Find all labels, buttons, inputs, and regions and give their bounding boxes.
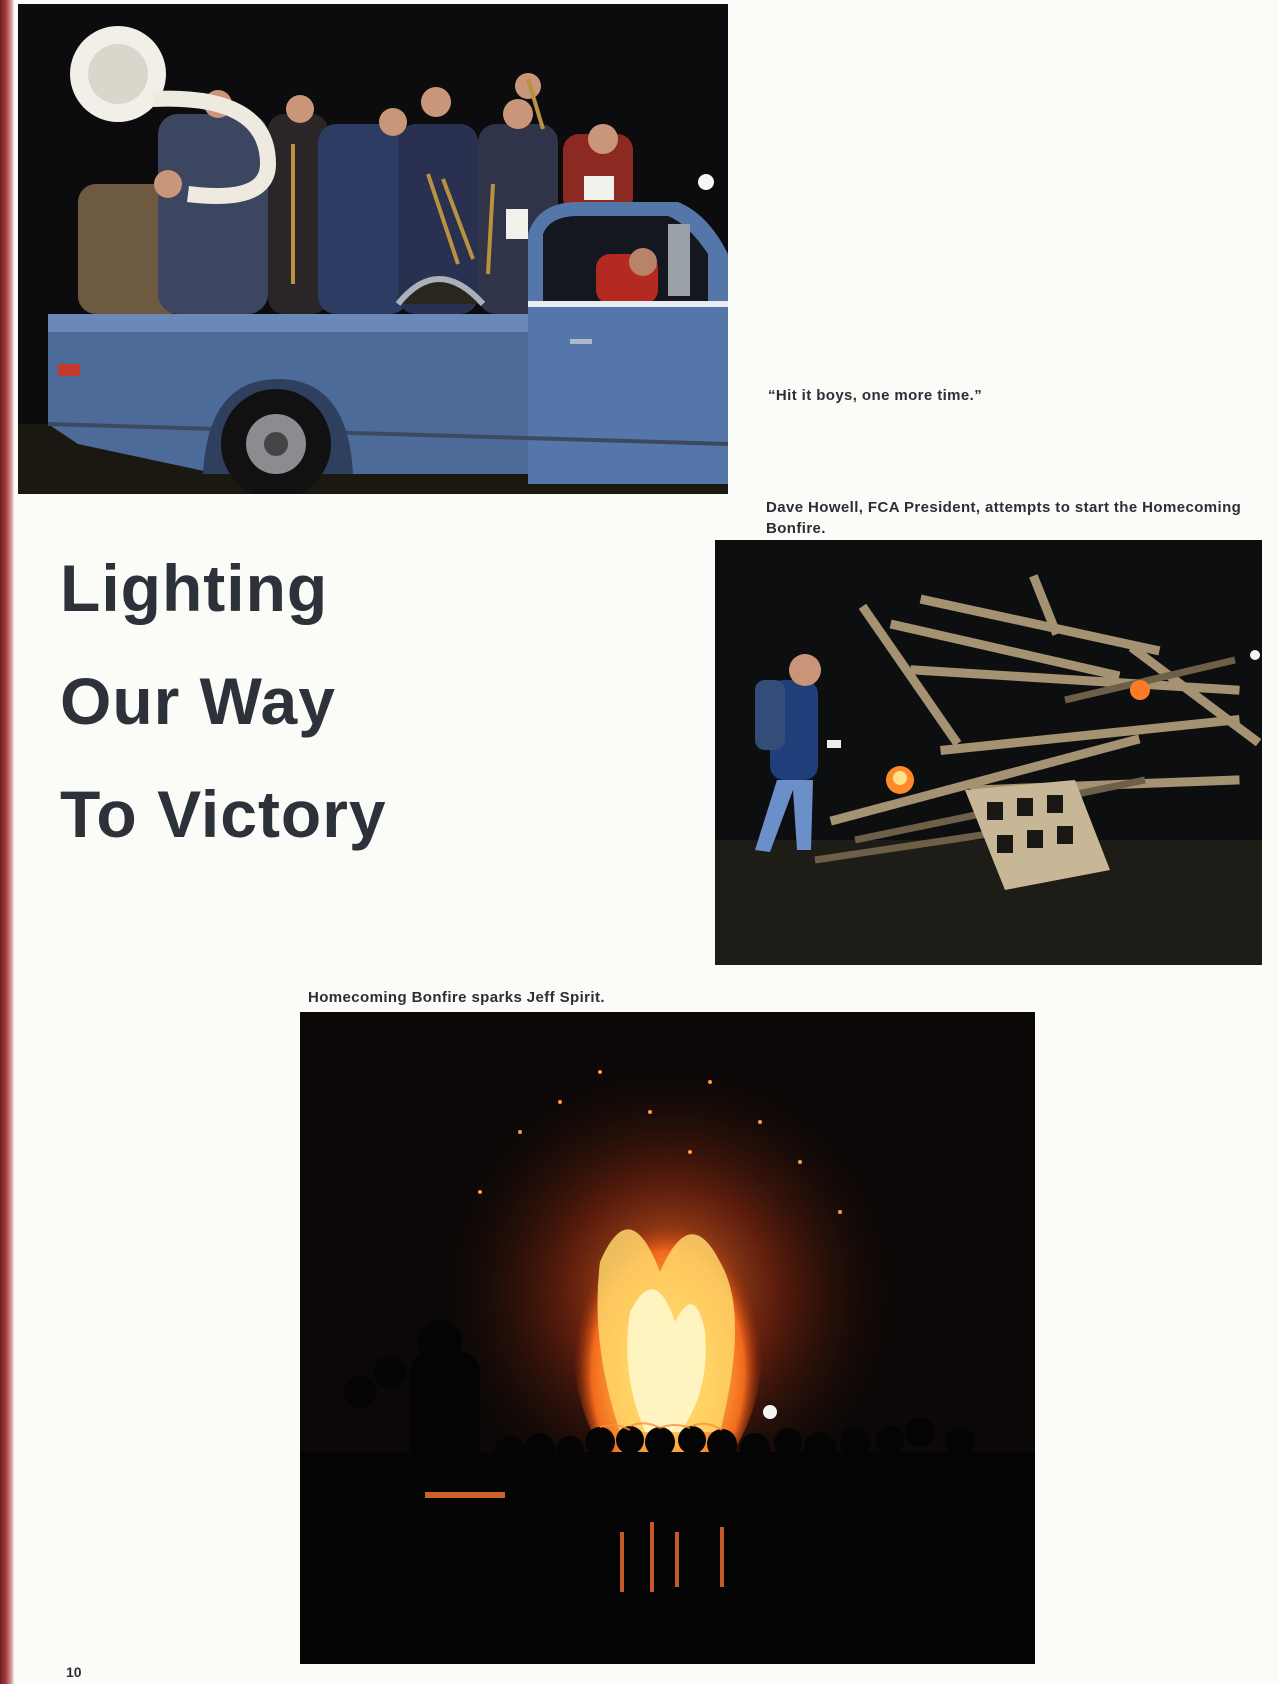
bonfire-photo-caption: Homecoming Bonfire sparks Jeff Spirit. (308, 989, 605, 1006)
pallet-pile-photo (715, 540, 1262, 965)
headline-line-2: Our Way (60, 664, 336, 738)
headline-line-1: Lighting (60, 551, 329, 625)
pallets-photo-caption: Dave Howell, FCA President, attempts to start the Homecoming Bonfire. (766, 499, 1242, 537)
headline-line-3: To Victory (60, 777, 387, 851)
bonfire-photo (300, 1012, 1035, 1664)
truck-band-photo (18, 4, 728, 494)
page-number: 10 (66, 1664, 82, 1680)
truck-photo-caption: “Hit it boys, one more time.” (768, 387, 983, 404)
page-binding-edge (0, 0, 14, 1684)
